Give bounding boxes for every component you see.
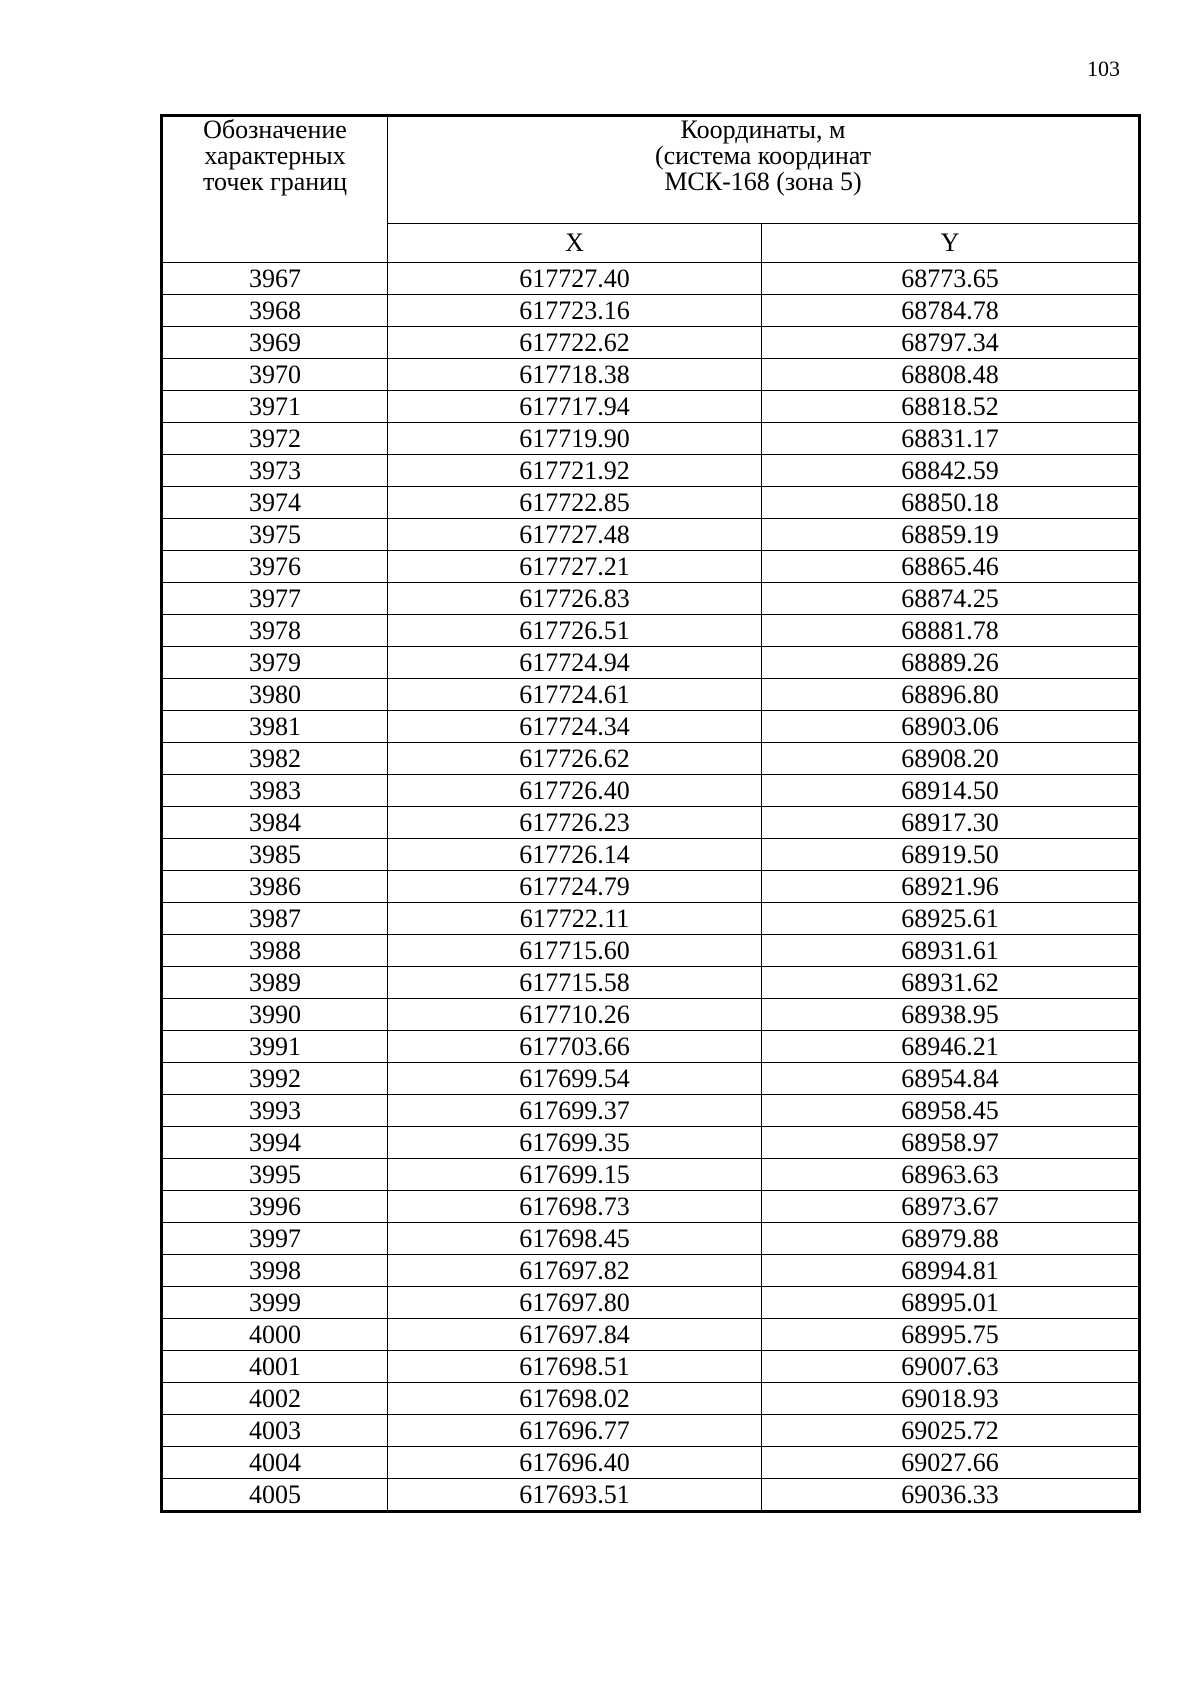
table-body <box>162 263 1140 1512</box>
x-coordinate-cell: 617722.11 <box>388 903 762 935</box>
x-coordinate-cell: 617726.51 <box>388 615 762 647</box>
table-row <box>162 679 1140 711</box>
point-id-cell: 3990 <box>162 999 388 1031</box>
header-designation-line-2: характерных <box>204 141 346 170</box>
table-row <box>162 1383 1140 1415</box>
y-coordinate-cell: 68931.61 <box>762 935 1140 967</box>
x-coordinate-cell: 617697.82 <box>388 1255 762 1287</box>
x-coordinate-cell: 617726.40 <box>388 775 762 807</box>
table-row <box>162 391 1140 423</box>
point-id-cell: 3982 <box>162 743 388 775</box>
point-id-cell: 3976 <box>162 551 388 583</box>
x-coordinate-cell: 617724.79 <box>388 871 762 903</box>
header-designation-line-1: Обозначение <box>203 115 347 144</box>
y-coordinate-cell: 68995.75 <box>762 1319 1140 1351</box>
header-designation-line-3: точек границ <box>202 167 348 196</box>
x-coordinate-cell: 617717.94 <box>388 391 762 423</box>
y-coordinate-cell: 68773.65 <box>762 263 1140 295</box>
table-row <box>162 423 1140 455</box>
table-row <box>162 455 1140 487</box>
point-id-cell: 3981 <box>162 711 388 743</box>
y-coordinate-cell: 68931.62 <box>762 967 1140 999</box>
x-coordinate-cell: 617696.77 <box>388 1415 762 1447</box>
y-coordinate-cell: 68946.21 <box>762 1031 1140 1063</box>
x-coordinate-cell: 617699.37 <box>388 1095 762 1127</box>
y-coordinate-cell: 68797.34 <box>762 327 1140 359</box>
header-y: Y <box>762 224 1140 263</box>
table-row <box>162 295 1140 327</box>
table-row <box>162 743 1140 775</box>
x-coordinate-cell: 617721.92 <box>388 455 762 487</box>
point-id-cell: 4004 <box>162 1447 388 1479</box>
point-id-cell: 4005 <box>162 1479 388 1512</box>
point-id-cell: 3975 <box>162 519 388 551</box>
table-row <box>162 359 1140 391</box>
x-coordinate-cell: 617723.16 <box>388 295 762 327</box>
header-x: X <box>388 224 762 263</box>
table-row <box>162 1063 1140 1095</box>
table-row <box>162 1191 1140 1223</box>
y-coordinate-cell: 68896.80 <box>762 679 1140 711</box>
point-id-cell: 3980 <box>162 679 388 711</box>
x-coordinate-cell: 617698.45 <box>388 1223 762 1255</box>
x-coordinate-cell: 617724.34 <box>388 711 762 743</box>
table-row <box>162 839 1140 871</box>
x-coordinate-cell: 617727.48 <box>388 519 762 551</box>
point-id-cell: 4002 <box>162 1383 388 1415</box>
table-row <box>162 1159 1140 1191</box>
y-coordinate-cell: 68921.96 <box>762 871 1140 903</box>
point-id-cell: 3995 <box>162 1159 388 1191</box>
x-coordinate-cell: 617727.40 <box>388 263 762 295</box>
y-coordinate-cell: 68973.67 <box>762 1191 1140 1223</box>
table-row <box>162 871 1140 903</box>
table-row <box>162 1351 1140 1383</box>
y-coordinate-cell: 68958.45 <box>762 1095 1140 1127</box>
x-coordinate-cell: 617727.21 <box>388 551 762 583</box>
point-id-cell: 3996 <box>162 1191 388 1223</box>
y-coordinate-cell: 68859.19 <box>762 519 1140 551</box>
table-row <box>162 615 1140 647</box>
table-header <box>162 116 1140 263</box>
point-id-cell: 3992 <box>162 1063 388 1095</box>
y-coordinate-cell: 69007.63 <box>762 1351 1140 1383</box>
x-coordinate-cell: 617699.15 <box>388 1159 762 1191</box>
y-coordinate-cell: 68818.52 <box>762 391 1140 423</box>
y-coordinate-cell: 68925.61 <box>762 903 1140 935</box>
y-coordinate-cell: 69018.93 <box>762 1383 1140 1415</box>
y-coordinate-cell: 68889.26 <box>762 647 1140 679</box>
point-id-cell: 3978 <box>162 615 388 647</box>
point-id-cell: 3968 <box>162 295 388 327</box>
point-id-cell: 3984 <box>162 807 388 839</box>
point-id-cell: 4000 <box>162 1319 388 1351</box>
x-coordinate-cell: 617698.51 <box>388 1351 762 1383</box>
table-row <box>162 903 1140 935</box>
table-row <box>162 263 1140 295</box>
table-row <box>162 551 1140 583</box>
x-coordinate-cell: 617697.80 <box>388 1287 762 1319</box>
x-coordinate-cell: 617722.85 <box>388 487 762 519</box>
x-coordinate-cell: 617715.60 <box>388 935 762 967</box>
header-point-designation <box>162 116 388 263</box>
page-number: 103 <box>1087 56 1120 81</box>
point-id-cell: 3994 <box>162 1127 388 1159</box>
header-coordinates <box>388 116 1140 224</box>
table-row <box>162 1447 1140 1479</box>
table-row <box>162 1223 1140 1255</box>
x-coordinate-cell: 617724.61 <box>388 679 762 711</box>
y-coordinate-cell: 68979.88 <box>762 1223 1140 1255</box>
point-id-cell: 3972 <box>162 423 388 455</box>
point-id-cell: 3988 <box>162 935 388 967</box>
y-coordinate-cell: 68903.06 <box>762 711 1140 743</box>
y-coordinate-cell: 68881.78 <box>762 615 1140 647</box>
point-id-cell: 3989 <box>162 967 388 999</box>
y-coordinate-cell: 69036.33 <box>762 1479 1140 1512</box>
point-id-cell: 3970 <box>162 359 388 391</box>
y-coordinate-cell: 68808.48 <box>762 359 1140 391</box>
x-coordinate-cell: 617693.51 <box>388 1479 762 1512</box>
x-coordinate-cell: 617696.40 <box>388 1447 762 1479</box>
x-coordinate-cell: 617726.62 <box>388 743 762 775</box>
point-id-cell: 3997 <box>162 1223 388 1255</box>
point-id-cell: 3983 <box>162 775 388 807</box>
point-id-cell: 3969 <box>162 327 388 359</box>
table-row <box>162 775 1140 807</box>
y-coordinate-cell: 68914.50 <box>762 775 1140 807</box>
y-coordinate-cell: 68917.30 <box>762 807 1140 839</box>
table-row <box>162 1031 1140 1063</box>
table-row <box>162 967 1140 999</box>
point-id-cell: 4001 <box>162 1351 388 1383</box>
y-coordinate-cell: 68865.46 <box>762 551 1140 583</box>
y-coordinate-cell: 68994.81 <box>762 1255 1140 1287</box>
table-row <box>162 519 1140 551</box>
point-id-cell: 3967 <box>162 263 388 295</box>
table-row <box>162 935 1140 967</box>
x-coordinate-cell: 617719.90 <box>388 423 762 455</box>
y-coordinate-cell: 68908.20 <box>762 743 1140 775</box>
point-id-cell: 3986 <box>162 871 388 903</box>
header-coordinates-line-3: МСК-168 (зона 5) <box>664 167 862 196</box>
header-coordinates-line-2: (система координат <box>654 141 872 170</box>
point-id-cell: 3991 <box>162 1031 388 1063</box>
table-row <box>162 1319 1140 1351</box>
x-coordinate-cell: 617718.38 <box>388 359 762 391</box>
x-coordinate-cell: 617726.14 <box>388 839 762 871</box>
point-id-cell: 3971 <box>162 391 388 423</box>
table-row <box>162 1095 1140 1127</box>
point-id-cell: 3979 <box>162 647 388 679</box>
y-coordinate-cell: 68954.84 <box>762 1063 1140 1095</box>
x-coordinate-cell: 617703.66 <box>388 1031 762 1063</box>
y-coordinate-cell: 68850.18 <box>762 487 1140 519</box>
point-id-cell: 3974 <box>162 487 388 519</box>
table-row <box>162 487 1140 519</box>
header-coordinates-line-1: Координаты, м <box>680 115 846 144</box>
y-coordinate-cell: 69025.72 <box>762 1415 1140 1447</box>
x-coordinate-cell: 617699.35 <box>388 1127 762 1159</box>
table-row <box>162 711 1140 743</box>
table-row <box>162 999 1140 1031</box>
table-row <box>162 583 1140 615</box>
x-coordinate-cell: 617726.23 <box>388 807 762 839</box>
y-coordinate-cell: 68919.50 <box>762 839 1140 871</box>
table-row <box>162 1479 1140 1512</box>
point-id-cell: 3977 <box>162 583 388 615</box>
point-id-cell: 3998 <box>162 1255 388 1287</box>
point-id-cell: 3993 <box>162 1095 388 1127</box>
table-row <box>162 1287 1140 1319</box>
x-coordinate-cell: 617722.62 <box>388 327 762 359</box>
y-coordinate-cell: 68958.97 <box>762 1127 1140 1159</box>
x-coordinate-cell: 617698.73 <box>388 1191 762 1223</box>
x-coordinate-cell: 617726.83 <box>388 583 762 615</box>
x-coordinate-cell: 617698.02 <box>388 1383 762 1415</box>
y-coordinate-cell: 68842.59 <box>762 455 1140 487</box>
point-id-cell: 3999 <box>162 1287 388 1319</box>
x-coordinate-cell: 617697.84 <box>388 1319 762 1351</box>
point-id-cell: 3973 <box>162 455 388 487</box>
y-coordinate-cell: 68784.78 <box>762 295 1140 327</box>
y-coordinate-cell: 69027.66 <box>762 1447 1140 1479</box>
table-row <box>162 1255 1140 1287</box>
x-coordinate-cell: 617710.26 <box>388 999 762 1031</box>
coordinates-table <box>160 114 1141 1513</box>
y-coordinate-cell: 68963.63 <box>762 1159 1140 1191</box>
x-coordinate-cell: 617724.94 <box>388 647 762 679</box>
table-row <box>162 647 1140 679</box>
y-coordinate-cell: 68874.25 <box>762 583 1140 615</box>
point-id-cell: 4003 <box>162 1415 388 1447</box>
y-coordinate-cell: 68995.01 <box>762 1287 1140 1319</box>
y-coordinate-cell: 68831.17 <box>762 423 1140 455</box>
x-coordinate-cell: 617715.58 <box>388 967 762 999</box>
y-coordinate-cell: 68938.95 <box>762 999 1140 1031</box>
x-coordinate-cell: 617699.54 <box>388 1063 762 1095</box>
table-row <box>162 1415 1140 1447</box>
table-row <box>162 1127 1140 1159</box>
table-row <box>162 327 1140 359</box>
table-row <box>162 807 1140 839</box>
point-id-cell: 3987 <box>162 903 388 935</box>
point-id-cell: 3985 <box>162 839 388 871</box>
